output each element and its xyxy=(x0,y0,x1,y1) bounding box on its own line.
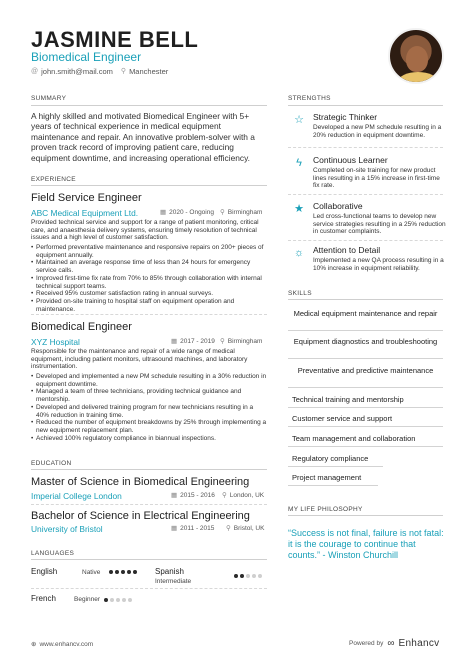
location-pin-icon: ⚲ xyxy=(226,525,231,532)
star-filled-icon: ★ xyxy=(294,203,304,215)
job-company: XYZ Hospital xyxy=(31,337,80,347)
job-location xyxy=(220,208,262,217)
rating-dot xyxy=(133,570,137,574)
location-item xyxy=(121,67,168,77)
languages-rule xyxy=(31,559,267,560)
job-separator xyxy=(31,314,267,315)
list-item: • Achieved 100% regulatory compliance in biannual inspections. xyxy=(31,435,267,443)
education-dates xyxy=(171,524,214,533)
list-item: • Developed and implemented a new PM schedule resulting in a 30% reduction in equipment downtime. xyxy=(31,373,267,388)
education-degree: Master of Science in Biomedical Engineering xyxy=(31,476,250,488)
job-description: Responsible for the maintenance and repair of a wide range of medical equipment, including patient monitors, ultrasound machines, and laboratory instrumentation. xyxy=(31,348,248,371)
email-item[interactable] xyxy=(31,67,113,77)
list-item: • Performed preventative maintenance and responsive repairs on 200+ pieces of equipment annually. xyxy=(31,244,267,259)
lightbulb-icon: ☼ xyxy=(293,247,305,259)
photo-face xyxy=(406,46,428,72)
list-item: • Reduced the number of equipment breakdowns by 25% through implementing a new equipment replacement plan. xyxy=(31,419,267,434)
list-item: • Improved first-time fix rate from 70% to 85% through collaboration with internal technical support teams. xyxy=(31,275,267,290)
job-bullets xyxy=(31,244,267,313)
philosophy-heading: MY LIFE PHILOSOPHY xyxy=(288,506,363,513)
summary-rule xyxy=(31,105,267,106)
strength-title: Attention to Detail xyxy=(313,245,381,255)
job-location-text: Birmingham xyxy=(227,209,263,216)
philosophy-quote: “Success is not final, failure is not fatal: it is the courage to continue that counts.” - Winston Churchill xyxy=(288,528,444,560)
footer-powered xyxy=(349,638,440,649)
skill-item: Project management xyxy=(292,473,362,482)
list-item: • Developed and delivered training program for new technicians resulting in a 40% reduction in training time. xyxy=(31,404,267,419)
job-location xyxy=(220,337,262,346)
education-location-text: London, UK xyxy=(229,492,265,499)
skill-underline xyxy=(288,446,443,447)
calendar-icon: ▦ xyxy=(160,209,167,216)
email-text: john.smith@mail.com xyxy=(41,67,113,76)
language-name: French xyxy=(31,594,56,603)
job-title: Biomedical Engineer xyxy=(31,321,132,333)
rating-dot xyxy=(115,570,119,574)
job-description: Provided technical service and support for a range of patient monitoring, critical care, and anaesthesia delivery systems, ensuring timely resolution of technical issues and a high level of customer satisfaction. xyxy=(31,219,259,242)
calendar-icon: ▦ xyxy=(171,338,178,345)
job-title: Field Service Engineer xyxy=(31,192,142,204)
skills-heading: SKILLS xyxy=(288,290,312,297)
rating-dot xyxy=(109,570,113,574)
bolt-icon: ϟ xyxy=(296,157,302,169)
rating-dot xyxy=(234,574,238,578)
skill-item: Preventative and predictive maintenance xyxy=(297,366,434,375)
strength-separator xyxy=(288,147,443,148)
calendar-icon: ▦ xyxy=(171,525,178,532)
education-rule xyxy=(31,469,267,470)
skill-item: Technical training and mentorship xyxy=(292,395,404,404)
skill-underline xyxy=(288,466,383,467)
strength-desc: Implemented a new QA process resulting in a 10% increase in equipment reliability. xyxy=(313,257,444,272)
footer-website[interactable] xyxy=(31,640,93,648)
candidate-role: Biomedical Engineer xyxy=(31,50,142,64)
skills-rule xyxy=(288,299,443,300)
experience-rule xyxy=(31,185,267,186)
rating-dot xyxy=(240,574,244,578)
education-dates-text: 2011 - 2015 xyxy=(180,525,215,532)
job-bullets xyxy=(31,373,267,442)
strengths-rule xyxy=(288,105,443,106)
skill-underline xyxy=(288,426,443,427)
enhancv-logo-icon: ∞ xyxy=(387,638,395,649)
rating-dot xyxy=(128,598,132,602)
rating-dot xyxy=(121,570,125,574)
rating-dot xyxy=(258,574,262,578)
at-icon: @ xyxy=(31,68,39,75)
rating-dot xyxy=(116,598,120,602)
rating-dot xyxy=(110,598,114,602)
experience-heading: EXPERIENCE xyxy=(31,176,76,183)
education-location xyxy=(222,491,264,500)
location-text: Manchester xyxy=(129,67,169,76)
education-school: University of Bristol xyxy=(31,524,103,534)
philosophy-rule xyxy=(288,515,443,516)
rating-dot xyxy=(122,598,126,602)
skill-item: Team management and collaboration xyxy=(292,434,416,443)
photo-shirt xyxy=(398,72,438,84)
language-rating xyxy=(234,574,262,578)
skill-underline xyxy=(288,387,443,388)
skill-item: Medical equipment maintenance and repair xyxy=(293,309,438,318)
job-dates-text: 2020 - Ongoing xyxy=(169,209,214,216)
location-pin-icon: ⚲ xyxy=(222,492,227,499)
language-rating xyxy=(109,570,137,574)
skill-item: Customer service and support xyxy=(292,414,393,423)
skill-underline xyxy=(288,485,378,486)
strength-title: Continuous Learner xyxy=(313,155,388,165)
languages-separator xyxy=(31,588,267,589)
profile-photo xyxy=(388,28,444,84)
strengths-heading: STRENGTHS xyxy=(288,95,331,102)
language-level: Beginner xyxy=(74,596,101,603)
languages-heading: LANGUAGES xyxy=(31,550,75,557)
education-dates-text: 2015 - 2016 xyxy=(180,492,215,499)
education-school: Imperial College London xyxy=(31,491,122,501)
rating-dot xyxy=(104,598,108,602)
job-dates-text: 2017 - 2019 xyxy=(180,338,215,345)
location-pin-icon: ⚲ xyxy=(220,338,225,345)
location-pin-icon: ⚲ xyxy=(220,209,225,216)
list-item: • Provided on-site training to hospital staff on equipment operation and maintenance. xyxy=(31,298,267,313)
education-location xyxy=(226,524,264,533)
language-rating xyxy=(104,598,132,602)
footer-brand: Enhancv xyxy=(398,638,440,649)
strength-title: Strategic Thinker xyxy=(313,112,378,122)
list-item: • Managed a team of three technicians, providing technical guidance and mentorship. xyxy=(31,388,267,403)
job-dates xyxy=(171,337,215,346)
strength-separator xyxy=(288,194,443,195)
education-dates xyxy=(171,491,215,500)
strength-desc: Completed on-site training for new product lines resulting in a 15% increase in first-time fix rate. xyxy=(313,167,440,190)
skill-underline xyxy=(288,330,443,331)
footer-website-text: www.enhancv.com xyxy=(39,640,94,648)
footer-powered-text: Powered by xyxy=(349,640,384,647)
location-pin-icon: ⚲ xyxy=(120,68,127,75)
calendar-icon: ▦ xyxy=(171,492,178,499)
education-heading: EDUCATION xyxy=(31,460,72,467)
education-location-text: Bristol, UK xyxy=(233,525,265,532)
candidate-name: JASMINE BELL xyxy=(31,27,199,52)
skill-item: Regulatory compliance xyxy=(292,454,369,463)
strength-separator xyxy=(288,240,443,241)
skill-item: Equipment diagnostics and troubleshooting xyxy=(293,337,438,346)
job-location-text: Birmingham xyxy=(227,338,263,345)
language-level: Intermediate xyxy=(155,578,192,585)
job-company: ABC Medical Equipment Ltd. xyxy=(31,208,139,218)
strength-desc: Led cross-functional teams to develop new service strategies resulting in a 25% reduction in customer complaints. xyxy=(313,213,446,236)
strength-desc: Developed a new PM schedule resulting in a 20% reduction in equipment downtime. xyxy=(313,124,442,139)
contact-row xyxy=(31,67,168,77)
skill-underline xyxy=(288,358,443,359)
rating-dot xyxy=(246,574,250,578)
strength-title: Collaborative xyxy=(313,201,363,211)
language-level: Native xyxy=(82,569,101,576)
summary-text: A highly skilled and motivated Biomedical Engineer with 5+ years of technical experience in medical equipment maintenance and repair. An innovative problem-solver with a proven track record of improving patient care, reducing equipment downtime, and increasing operational efficiency. xyxy=(31,111,255,163)
skill-underline xyxy=(288,407,443,408)
job-dates xyxy=(160,208,214,217)
language-name: English xyxy=(31,567,58,576)
summary-heading: SUMMARY xyxy=(31,95,67,102)
education-degree: Bachelor of Science in Electrical Engineering xyxy=(31,510,250,522)
globe-icon: ⊕ xyxy=(31,641,37,648)
language-name: Spanish xyxy=(155,567,184,576)
rating-dot xyxy=(252,574,256,578)
star-outline-icon: ☆ xyxy=(294,114,304,126)
rating-dot xyxy=(127,570,131,574)
list-item: • Received 95% customer satisfaction rating in annual surveys. xyxy=(31,290,267,298)
education-separator xyxy=(31,504,267,505)
list-item: • Maintained an average response time of less than 24 hours for emergency service calls. xyxy=(31,259,267,274)
